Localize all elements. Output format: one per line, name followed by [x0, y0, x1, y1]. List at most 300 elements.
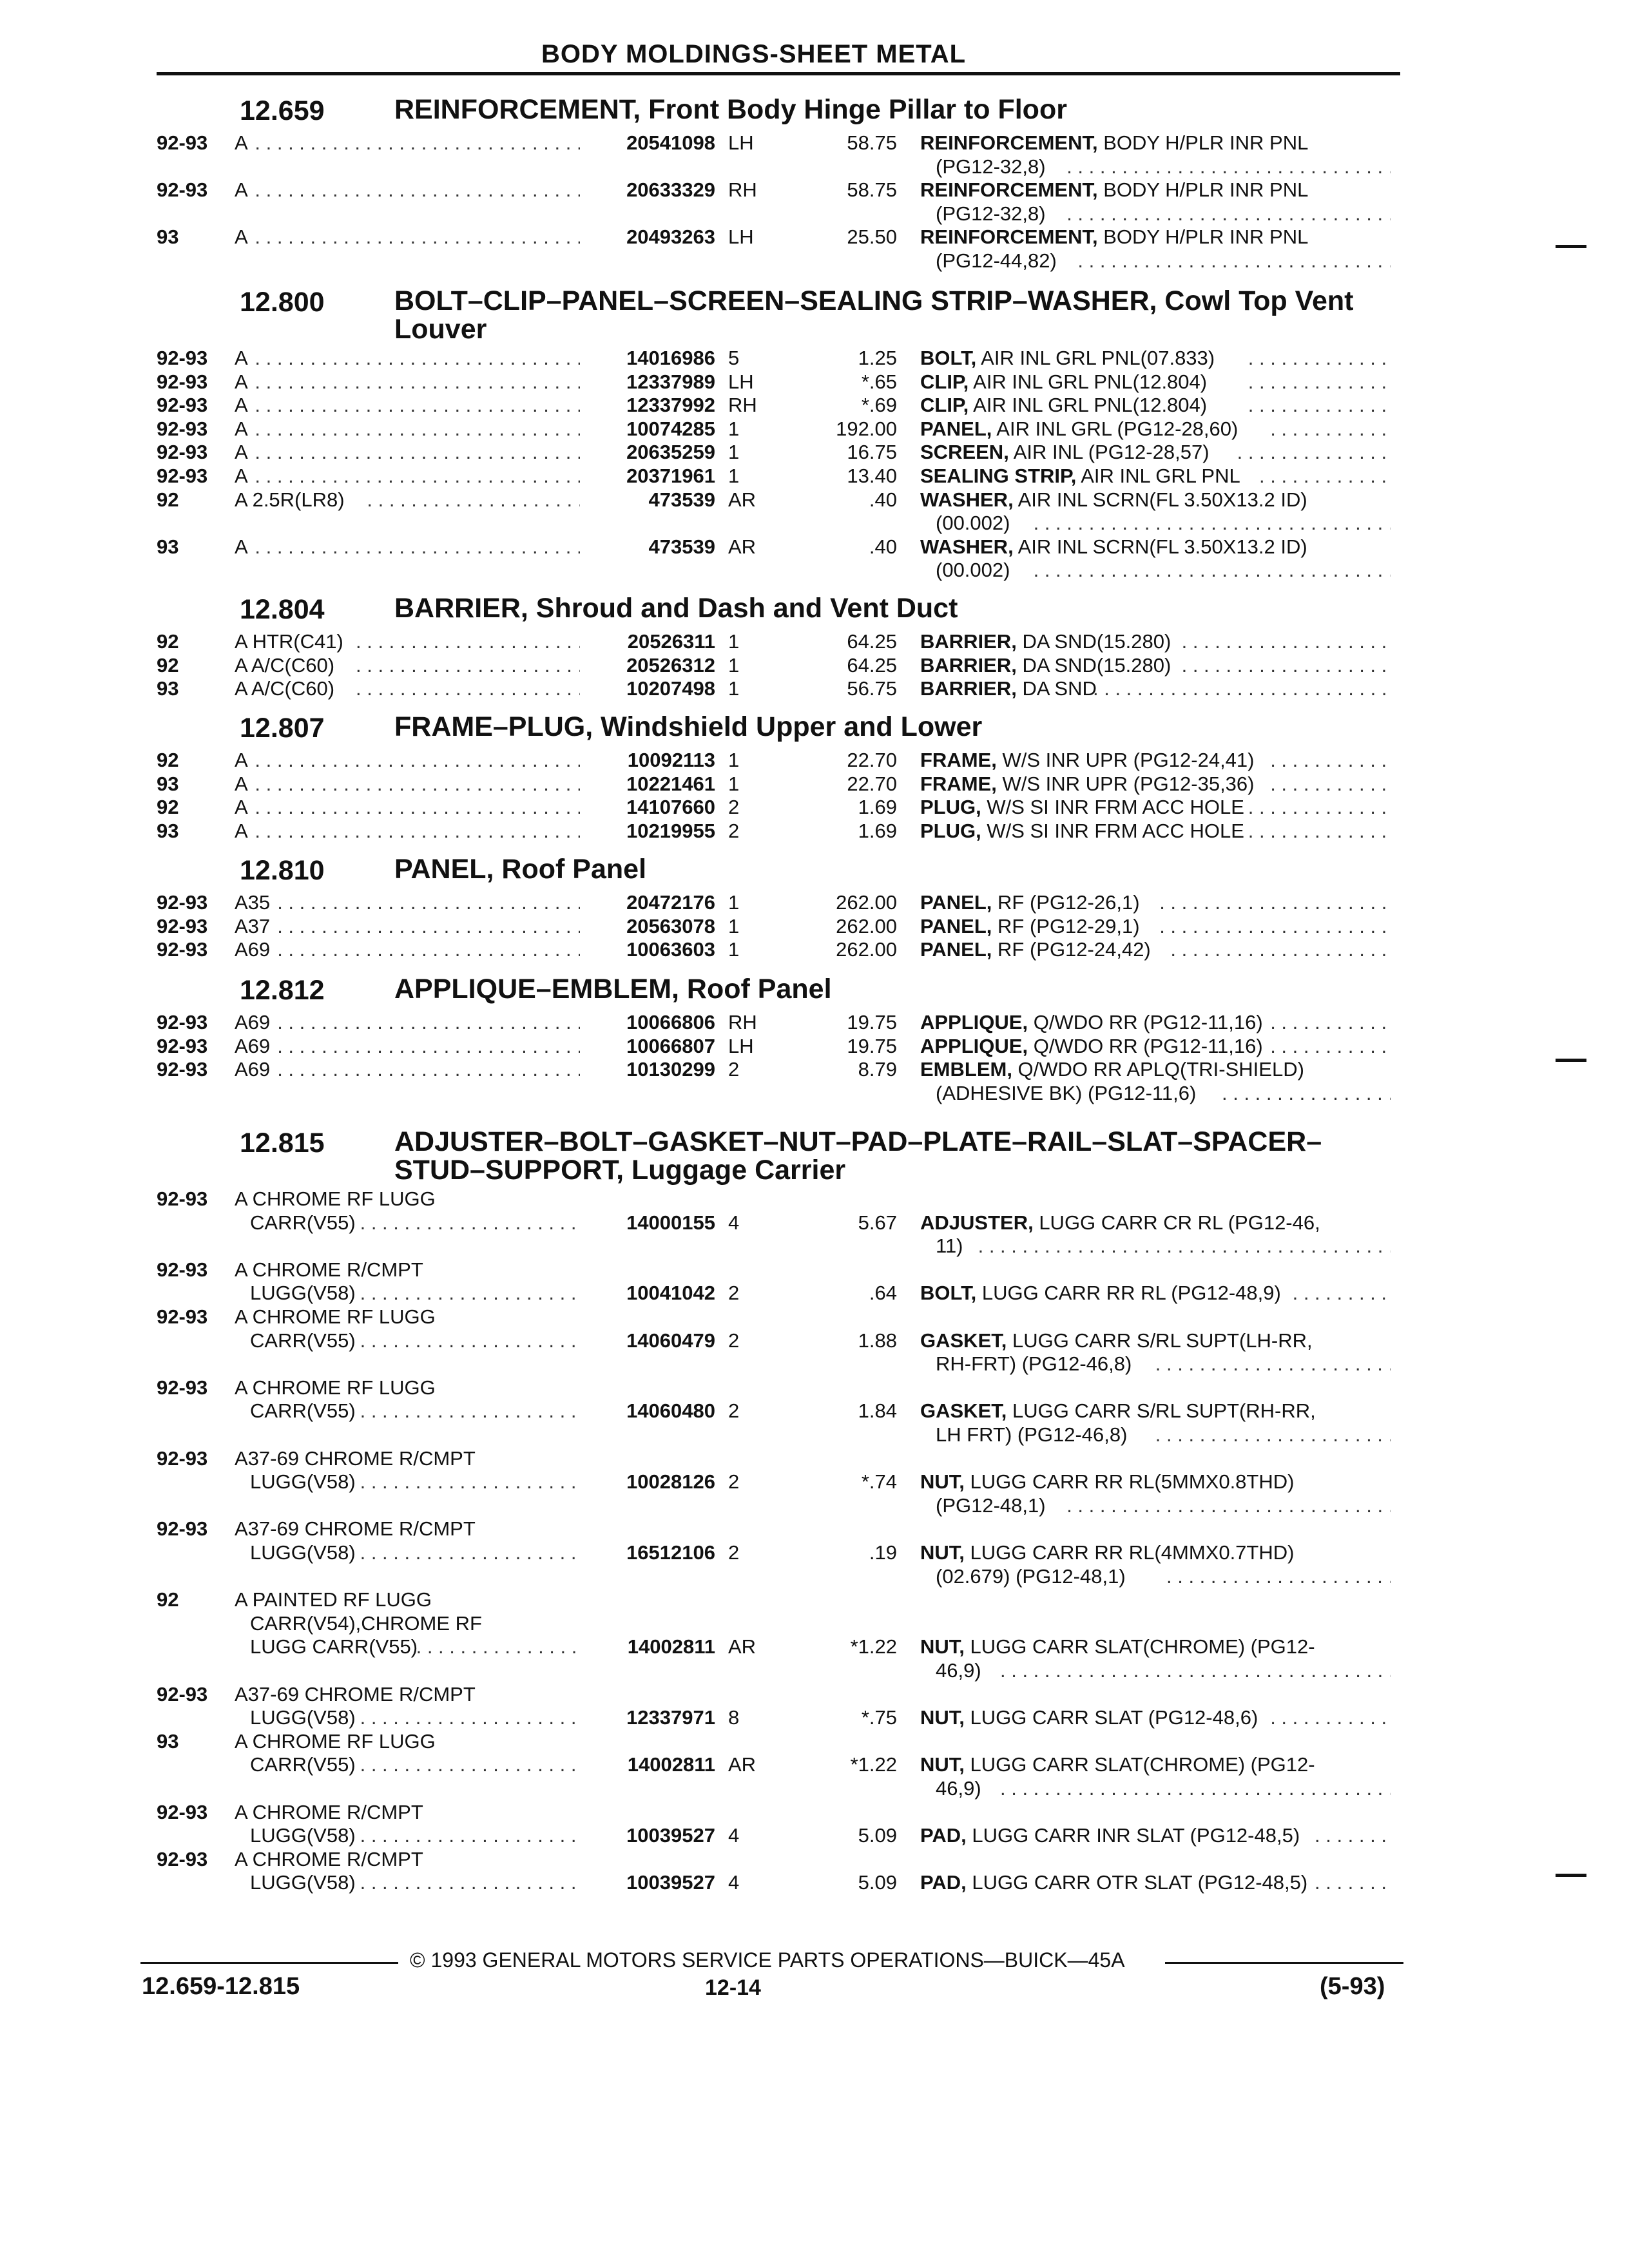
dot-leader [1222, 1082, 1391, 1105]
section-header [0, 95, 1629, 126]
description-continued: (02.679) (PG12-48,1) [936, 1564, 1126, 1588]
part-name: CLIP, [920, 370, 969, 393]
dot-leader [277, 891, 580, 914]
entry-line [0, 1376, 1629, 1399]
quantity: 2 [728, 819, 740, 842]
price: 5.67 [858, 1211, 897, 1234]
description-continued: 11) [936, 1235, 963, 1258]
dot-leader [1248, 820, 1391, 843]
entry-line [0, 1612, 1629, 1635]
dot-leader [1159, 915, 1391, 938]
part-description [920, 178, 1308, 202]
margin-mark [1556, 1059, 1586, 1062]
model-code: LUGG(V58) [250, 1871, 356, 1894]
dot-leader [416, 1635, 580, 1658]
description-text: W/S INR UPR (PG12-24,41) [996, 749, 1255, 771]
dot-leader [277, 1035, 580, 1058]
part-name: PANEL, [920, 938, 992, 961]
entry-line [0, 155, 1629, 178]
section-number: 12.800 [240, 287, 325, 318]
description-text: Q/WDO RR APLQ(TRI-SHIELD) [1012, 1058, 1304, 1081]
model-year: 92-93 [157, 370, 208, 393]
model-year: 92-93 [157, 1305, 208, 1328]
entry-line [0, 202, 1629, 226]
part-name: PANEL, [920, 417, 992, 440]
description-text: LUGG CARR OTR SLAT (PG12-48,5) [966, 1871, 1308, 1894]
model-year: 92 [157, 796, 179, 819]
model-year: 93 [157, 772, 179, 795]
footer-rule-left [140, 1962, 398, 1964]
model-code: A [235, 465, 248, 487]
part-description [920, 226, 1308, 249]
model-year: 92-93 [157, 891, 208, 914]
entry-line [0, 512, 1629, 535]
dot-leader [1000, 1777, 1391, 1800]
part-name: ADJUSTER, [920, 1211, 1034, 1234]
price: 192.00 [836, 417, 897, 440]
entry-main-line [0, 630, 1629, 653]
dot-leader [1170, 938, 1391, 961]
model-year: 92 [157, 488, 179, 511]
model-year: 92-93 [157, 465, 208, 487]
dot-leader [255, 226, 580, 249]
entry-main-line [0, 1541, 1629, 1564]
part-name: BARRIER, [920, 653, 1017, 677]
footer-copyright: © 1993 GENERAL MOTORS SERVICE PARTS OPERATIONS—BUICK—45A [410, 1948, 1125, 1972]
entry-main-line [0, 915, 1629, 938]
entry-line [0, 1447, 1629, 1470]
description-text: W/S SI INR FRM ACC HOLE [981, 819, 1244, 842]
part-number: 14002811 [627, 1635, 715, 1658]
dot-leader [1155, 1423, 1391, 1446]
part-number: 12337989 [626, 370, 715, 393]
price: 58.75 [847, 131, 897, 154]
price: 16.75 [847, 441, 897, 464]
part-description [920, 677, 1097, 700]
dot-leader [277, 915, 580, 938]
quantity: 2 [728, 1399, 740, 1423]
description-text: LUGG CARR RR RL(5MMX0.8THD) [964, 1470, 1295, 1494]
description-continued: (00.002) [936, 559, 1010, 582]
price: 22.70 [847, 772, 897, 795]
dot-leader [1237, 441, 1391, 464]
dot-leader [356, 677, 580, 700]
model-year: 92-93 [157, 178, 208, 202]
price: .64 [869, 1282, 897, 1305]
model-year: 92-93 [157, 1517, 208, 1541]
part-number: 10066807 [626, 1034, 715, 1057]
model-code: A A/C(C60) [235, 677, 335, 700]
model-year: 93 [157, 1729, 179, 1753]
quantity: 2 [728, 1470, 740, 1494]
description-text: BODY H/PLR INR PNL [1097, 226, 1309, 249]
entry-main-line [0, 178, 1629, 202]
description-continued: (PG12-48,1) [936, 1494, 1046, 1517]
entry-main-line [0, 820, 1629, 843]
model-code: A CHROME R/CMPT [235, 1258, 423, 1281]
entry-main-line [0, 938, 1629, 961]
description-continued: (ADHESIVE BK) (PG12-11,6) [936, 1081, 1197, 1104]
dot-leader [1270, 773, 1391, 796]
model-code: A HTR(C41) [235, 630, 343, 653]
quantity: 1 [728, 653, 740, 677]
entry-main-line [0, 465, 1629, 488]
model-year: 92-93 [157, 1800, 208, 1823]
part-name: WASHER, [920, 488, 1014, 511]
model-code: LUGG(V58) [250, 1541, 356, 1564]
entry-main-line [0, 749, 1629, 772]
section-number: 12.815 [240, 1128, 325, 1158]
quantity: 1 [728, 441, 740, 464]
page-title: BODY MOLDINGS-SHEET METAL [541, 40, 967, 68]
model-code: A [235, 441, 248, 464]
model-year: 92 [157, 749, 179, 771]
part-number: 14000155 [626, 1211, 715, 1234]
price: 25.50 [847, 226, 897, 249]
description-text: LUGG CARR INR SLAT (PG12-48,5) [966, 1824, 1300, 1847]
part-number: 14002811 [627, 1753, 715, 1776]
model-year: 92 [157, 1588, 179, 1611]
entry-line [0, 1517, 1629, 1541]
description-text: Q/WDO RR (PG12-11,16) [1028, 1034, 1263, 1057]
model-year: 92 [157, 630, 179, 653]
part-description [920, 535, 1307, 559]
model-year: 92-93 [157, 914, 208, 937]
model-code: A [235, 394, 248, 417]
dot-leader [255, 347, 580, 370]
quantity: RH [728, 1011, 757, 1033]
part-name: EMBLEM, [920, 1058, 1012, 1081]
entry-main-line [0, 654, 1629, 677]
entry-line [0, 1588, 1629, 1611]
dot-leader [1000, 1659, 1391, 1682]
model-code: A CHROME R/CMPT [235, 1847, 423, 1870]
part-name: PLUG, [920, 819, 981, 842]
part-number: 16512106 [626, 1541, 715, 1564]
part-number: 473539 [648, 488, 715, 511]
part-number: 20472176 [626, 891, 715, 914]
model-code: LUGG(V58) [250, 1282, 356, 1305]
quantity: 1 [728, 465, 740, 487]
description-text: AIR INL SCRN(FL 3.50X13.2 ID) [1013, 488, 1307, 511]
entry-line [0, 1565, 1629, 1588]
dot-leader [356, 630, 580, 653]
section-title: BARRIER, Shroud and Dash and Vent Duct [394, 593, 958, 624]
part-number: 10041042 [626, 1282, 715, 1305]
footer-date: (5-93) [1320, 1973, 1385, 2000]
entry-main-line [0, 1706, 1629, 1729]
entry-line [0, 1423, 1629, 1446]
part-name: NUT, [920, 1635, 965, 1658]
price: .40 [869, 535, 897, 558]
part-description [920, 131, 1308, 155]
part-number: 20526312 [626, 653, 715, 677]
entry-line [0, 1258, 1629, 1282]
description-text: DA SND [1016, 677, 1097, 700]
quantity: 4 [728, 1824, 740, 1847]
description-continued: (PG12-44,82) [936, 249, 1057, 272]
part-name: REINFORCEMENT, [920, 178, 1098, 202]
entry-main-line [0, 1282, 1629, 1305]
quantity: 1 [728, 772, 740, 795]
part-description [920, 773, 1254, 796]
entry-main-line [0, 347, 1629, 370]
part-number: 473539 [648, 535, 715, 558]
part-number: 20633329 [626, 178, 715, 202]
quantity: 4 [728, 1211, 740, 1234]
quantity: AR [728, 488, 757, 511]
price: *.65 [861, 370, 897, 393]
part-description [920, 370, 1207, 394]
part-number: 10074285 [626, 417, 715, 440]
dot-leader [360, 1706, 580, 1729]
part-name: PAD, [920, 1871, 967, 1894]
part-name: GASKET, [920, 1399, 1007, 1423]
quantity: LH [728, 226, 754, 249]
part-description [920, 820, 1244, 843]
model-year: 93 [157, 226, 179, 249]
entry-main-line [0, 441, 1629, 464]
model-code: CARR(V55) [250, 1753, 356, 1776]
price: 19.75 [847, 1034, 897, 1057]
dot-leader [277, 1011, 580, 1034]
part-description [920, 938, 1151, 961]
price: 1.84 [858, 1399, 897, 1423]
price: 262.00 [836, 891, 897, 914]
model-code: A [235, 819, 248, 842]
model-code: A 2.5R(LR8) [235, 488, 345, 511]
part-name: BOLT, [920, 1282, 977, 1305]
dot-leader [255, 773, 580, 796]
part-name: FRAME, [920, 772, 997, 795]
description-text: RF (PG12-26,1) [992, 891, 1140, 914]
description-text: AIR INL GRL PNL(07.833) [976, 347, 1215, 369]
section-header [0, 713, 1629, 744]
price: 5.09 [858, 1824, 897, 1847]
quantity: AR [728, 1635, 757, 1658]
price: *1.22 [850, 1635, 897, 1658]
section-header [0, 594, 1629, 625]
dot-leader [1248, 370, 1391, 394]
entry-main-line [0, 418, 1629, 441]
model-code: CARR(V55) [250, 1399, 356, 1423]
price: 13.40 [847, 465, 897, 487]
entry-main-line [0, 796, 1629, 819]
entry-line [0, 1683, 1629, 1706]
part-number: 14107660 [626, 796, 715, 819]
model-code: A CHROME RF LUGG [235, 1376, 436, 1399]
entry-line [0, 1777, 1629, 1800]
part-description [920, 749, 1254, 772]
section-header [0, 1126, 1629, 1186]
entry-main-line [0, 1635, 1629, 1658]
model-code: A69 [235, 1011, 271, 1033]
description-continued: (00.002) [936, 512, 1010, 535]
part-name: SCREEN, [920, 441, 1009, 464]
part-number: 10221461 [626, 772, 715, 795]
description-text: LUGG CARR S/RL SUPT(RH-RR, [1007, 1399, 1316, 1423]
part-number: 12337992 [626, 394, 715, 417]
description-text: RF (PG12-24,42) [992, 938, 1151, 961]
model-year: 92-93 [157, 417, 208, 440]
model-code: A A/C(C60) [235, 653, 335, 677]
dot-leader [255, 796, 580, 819]
dot-leader [360, 1824, 580, 1847]
section-number: 12.807 [240, 713, 325, 744]
quantity: RH [728, 178, 757, 202]
model-code: A CHROME RF LUGG [235, 1305, 436, 1328]
entry-main-line [0, 1211, 1629, 1235]
part-name: SEALING STRIP, [920, 465, 1077, 487]
part-description [920, 441, 1210, 464]
description-text: LUGG CARR SLAT (PG12-48,6) [964, 1706, 1258, 1729]
part-number: 10063603 [626, 938, 715, 961]
part-description [920, 1871, 1307, 1894]
entry-main-line [0, 535, 1629, 559]
model-year: 92-93 [157, 1258, 208, 1281]
quantity: AR [728, 1753, 757, 1776]
dot-leader [1270, 1035, 1391, 1058]
model-code: CARR(V54),CHROME RF [250, 1611, 482, 1635]
model-code: A [235, 370, 248, 393]
description-text: LUGG CARR S/RL SUPT(LH-RR, [1007, 1329, 1313, 1352]
part-number: 20526311 [627, 630, 715, 653]
dot-leader [1093, 677, 1391, 700]
dot-leader [277, 1058, 580, 1081]
dot-leader [1315, 1824, 1391, 1847]
price: 58.75 [847, 178, 897, 202]
part-description [920, 1282, 1281, 1305]
entry-main-line [0, 773, 1629, 796]
dot-leader [255, 441, 580, 464]
dot-leader [1182, 654, 1391, 677]
price: 262.00 [836, 938, 897, 961]
part-description [920, 1399, 1316, 1423]
footer-section-range: 12.659-12.815 [142, 1973, 300, 2000]
entry-main-line [0, 394, 1629, 417]
model-code: A37 [235, 914, 271, 937]
model-code: A PAINTED RF LUGG [235, 1588, 432, 1611]
section-title: ADJUSTER–BOLT–GASKET–NUT–PAD–PLATE–RAIL–SLAT–SPACER–STUD–SUPPORT, Luggage Carrier [394, 1126, 1322, 1186]
dot-leader [1077, 249, 1391, 273]
entry-main-line [0, 891, 1629, 914]
price: *1.22 [850, 1753, 897, 1776]
description-continued: RH-FRT) (PG12-46,8) [936, 1352, 1132, 1376]
part-description [920, 1035, 1263, 1058]
entry-main-line [0, 1035, 1629, 1058]
dot-leader [255, 370, 580, 394]
model-year: 92-93 [157, 1011, 208, 1033]
model-year: 92-93 [157, 1058, 208, 1081]
section-title: FRAME–PLUG, Windshield Upper and Lower [394, 711, 983, 742]
dot-leader [360, 1329, 580, 1352]
model-code: A CHROME R/CMPT [235, 1800, 423, 1823]
model-code: LUGG(V58) [250, 1470, 356, 1494]
quantity: LH [728, 370, 754, 393]
dot-leader [1248, 796, 1391, 819]
description-text: AIR INL GRL PNL(12.804) [969, 370, 1208, 393]
quantity: 1 [728, 677, 740, 700]
price: 56.75 [847, 677, 897, 700]
quantity: 1 [728, 938, 740, 961]
part-name: NUT, [920, 1753, 965, 1776]
price: 5.09 [858, 1871, 897, 1894]
part-number: 14060479 [626, 1329, 715, 1352]
model-code: A37-69 CHROME R/CMPT [235, 1517, 476, 1541]
part-number: 10092113 [627, 749, 715, 771]
section-header [0, 855, 1629, 886]
model-code: A [235, 131, 248, 154]
model-code: A [235, 347, 248, 369]
quantity: AR [728, 535, 757, 558]
entry-main-line [0, 677, 1629, 700]
part-description [920, 465, 1240, 488]
description-text: DA SND(15.280) [1016, 653, 1171, 677]
model-code: A [235, 226, 248, 249]
model-year: 92-93 [157, 1682, 208, 1706]
price: *.74 [861, 1470, 897, 1494]
price: 19.75 [847, 1011, 897, 1033]
description-text: AIR INL GRL PNL [1076, 465, 1240, 487]
quantity: 1 [728, 417, 740, 440]
model-code: A [235, 178, 248, 202]
quantity: 8 [728, 1706, 740, 1729]
entry-line [0, 1659, 1629, 1682]
dot-leader [360, 1211, 580, 1235]
part-name: APPLIQUE, [920, 1011, 1028, 1033]
description-text: RF (PG12-29,1) [992, 914, 1140, 937]
part-name: PAD, [920, 1824, 967, 1847]
part-number: 20563078 [626, 914, 715, 937]
dot-leader [1270, 418, 1391, 441]
model-year: 93 [157, 819, 179, 842]
part-description [920, 1470, 1294, 1494]
entry-main-line [0, 1871, 1629, 1894]
dot-leader [1034, 512, 1391, 535]
entry-main-line [0, 1753, 1629, 1776]
entry-main-line [0, 131, 1629, 155]
part-description [920, 1706, 1258, 1729]
dot-leader [1182, 630, 1391, 653]
price: 64.25 [847, 653, 897, 677]
model-year: 92-93 [157, 1034, 208, 1057]
price: 262.00 [836, 914, 897, 937]
model-code: A37-69 CHROME R/CMPT [235, 1446, 476, 1470]
part-description [920, 1541, 1294, 1564]
entry-main-line [0, 1329, 1629, 1352]
price: 64.25 [847, 630, 897, 653]
part-name: REINFORCEMENT, [920, 131, 1098, 154]
dot-leader [1066, 202, 1391, 226]
dot-leader [360, 1871, 580, 1894]
dot-leader [1270, 1011, 1391, 1034]
entry-line [0, 1352, 1629, 1376]
price: 1.88 [858, 1329, 897, 1352]
description-continued: 46,9) [936, 1658, 981, 1682]
price: *.75 [861, 1706, 897, 1729]
part-number: 20371961 [626, 465, 715, 487]
quantity: 2 [728, 1058, 740, 1081]
dot-leader [255, 820, 580, 843]
dot-leader [1066, 1494, 1391, 1517]
dot-leader [255, 131, 580, 155]
model-year: 93 [157, 677, 179, 700]
quantity: 2 [728, 1541, 740, 1564]
dot-leader [1066, 155, 1391, 178]
margin-mark [1556, 1874, 1586, 1877]
dot-leader [360, 1399, 580, 1423]
part-description [920, 488, 1307, 512]
